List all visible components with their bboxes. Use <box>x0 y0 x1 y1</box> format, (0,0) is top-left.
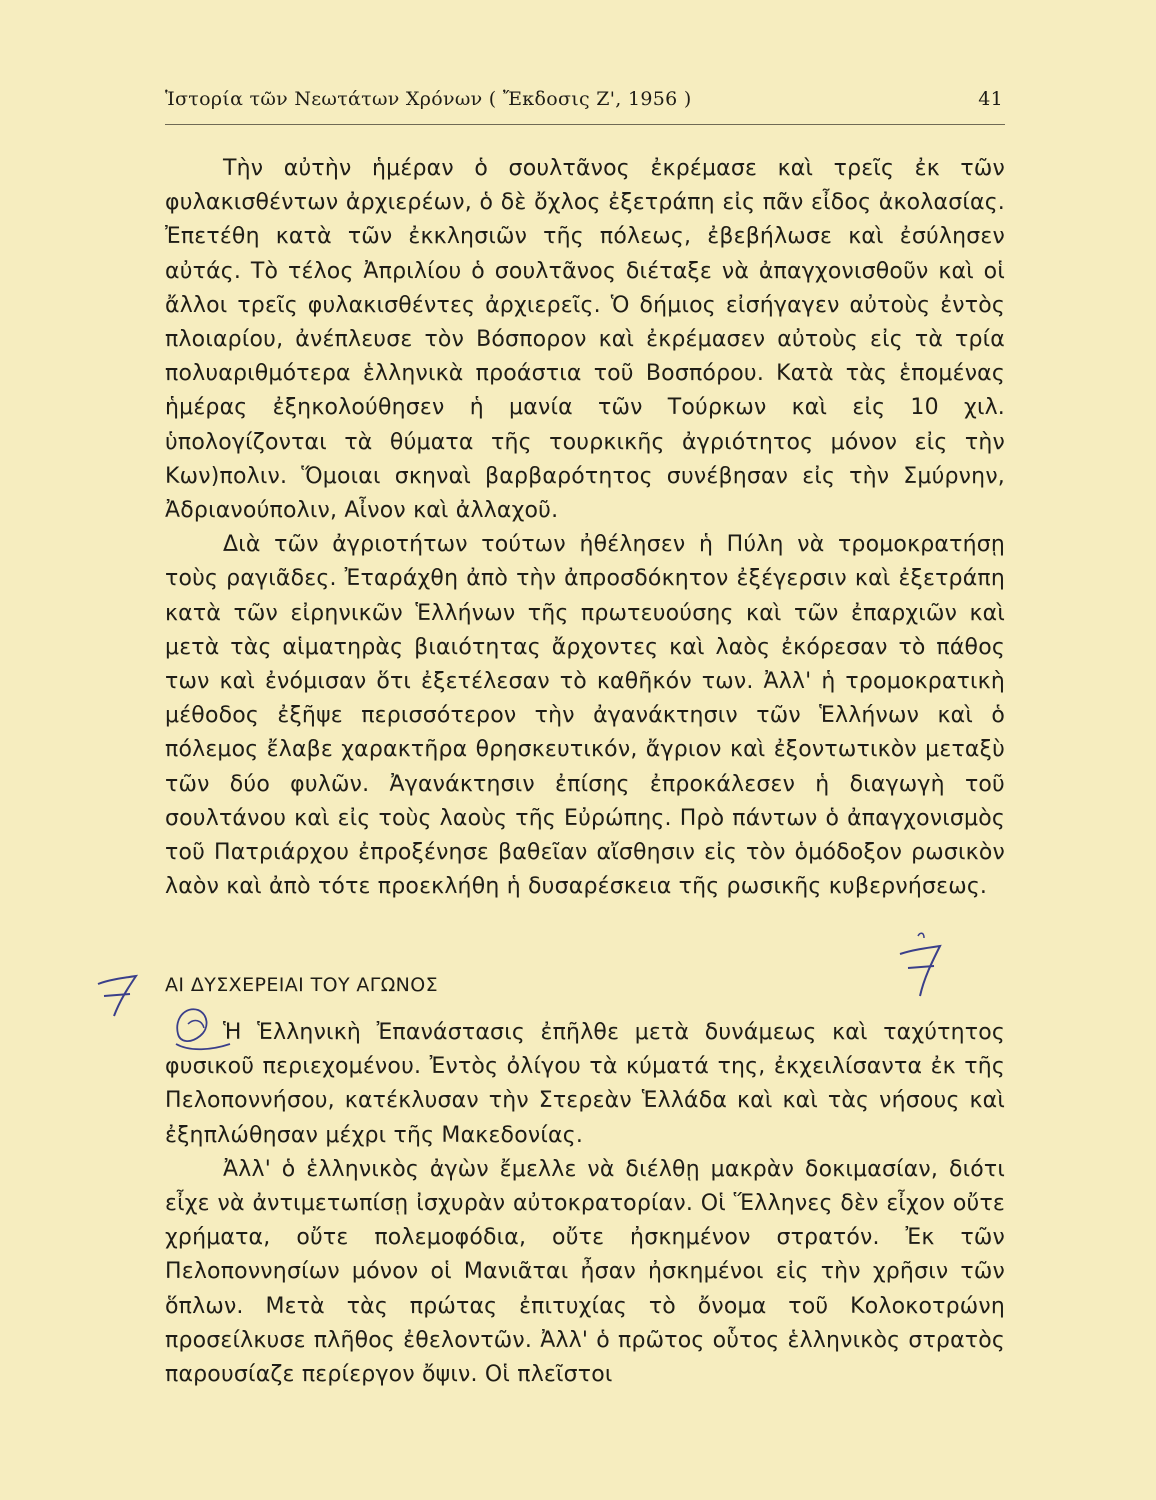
section-heading: ΑΙ ΔΥΣΧΕΡΕΙΑΙ ΤΟΥ ΑΓΩΝΟΣ <box>165 974 439 996</box>
paragraph: Ἡ Ἑλληνικὴ Ἐπανάστασις ἐπῆλθε μετὰ δυνάμεως καὶ ταχύτητος φυσικοῦ περιεχομένου. Ἐντὸς ὀλίγου τὰ κύματά της, ἐκχειλίσαντα ἐκ τῆς Πελοποννήσου, κατέκλυσαν τὴν Στερεὰν Ἑλλάδα καὶ καὶ τὰς νήσους καὶ ἐξηπλώθησαν μέχρι τῆς Μακεδονίας. <box>165 1020 1005 1148</box>
running-header <box>165 82 1005 116</box>
page-number: 41 <box>978 88 1003 110</box>
handwritten-seven-left-icon <box>92 970 144 1020</box>
main-text <box>165 152 1005 904</box>
paragraph: Διὰ τῶν ἀγριοτήτων τούτων ἠθέλησεν ἡ Πύλη νὰ τρομοκρατήσῃ τοὺς ραγιᾶδες. Ἐταράχθη ἀπὸ τὴν ἀπροσδόκητον ἐξέγερσιν καὶ ἐξετράπη κατὰ τῶν εἰρηνικῶν Ἑλλήνων τῆς πρωτευούσης καὶ τῶν ἐπαρχιῶν καὶ μετὰ τὰς αἱματηρὰς βιαιότητας ἄρχοντες καὶ λαὸς ἐκόρεσαν τὸ πάθος των καὶ ἐνόμισαν ὅτι ἐξετέλεσαν τὸ καθῆκόν των. Ἀλλ' ἡ τρομοκρατικὴ μέθοδος ἐξῆψε περισσότερον τὴν ἀγανάκτησιν τῶν Ἑλλήνων καὶ ὁ πόλεμος ἔλαβε χαρακτῆρα θρησκευτικόν, ἄγριον καὶ ἐξοντωτικὸν μεταξὺ τῶν δύο φυλῶν. Ἀγανάκτησιν ἐπίσης ἐπροκάλεσεν ἡ διαγωγὴ τοῦ σουλτάνου καὶ εἰς τοὺς λαοὺς τῆς Εὐρώπης. Πρὸ πάντων ὁ ἀπαγχονισμὸς τοῦ Πατριάρχου ἐπροξένησε βαθεῖαν αἴσθησιν εἰς τὸν ὁμόδοξον ρωσικὸν λαὸν καὶ ἀπὸ τότε προεκλήθη ἡ δυσαρέσκεια τῆς ρωσικῆς κυβερνήσεως. <box>165 532 1005 900</box>
section-text <box>165 1016 1005 1392</box>
handwritten-seven-right-icon <box>890 928 950 1000</box>
handwritten-circle-mark-icon <box>168 1000 238 1056</box>
paragraph: Ἀλλ' ὁ ἑλληνικὸς ἀγὼν ἔμελλε νὰ διέλθῃ μακρὰν δοκιμασίαν, διότι εἶχε νὰ ἀντιμετωπίσῃ ἰσχυρὰν αὐτοκρατορίαν. Οἱ Ἕλληνες δὲν εἶχον οὔτε χρήματα, οὔτε πολεμοφόδια, οὔτε ἠσκημένον στρατόν. Ἐκ τῶν Πελοποννησίων μόνον οἱ Μανιᾶται ἦσαν ἠσκημένοι εἰς τὴν χρῆσιν τῶν ὅπλων. Μετὰ τὰς πρώτας ἐπιτυχίας τὸ ὄνομα τοῦ Κολοκοτρώνη προσείλκυσε πλῆθος ἐθελοντῶν. Ἀλλ' ὁ πρῶτος οὗτος ἑλληνικὸς στρατὸς παρουσίαζε περίεργον ὄψιν. Οἱ πλεῖστοι <box>165 1156 1005 1388</box>
header-rule <box>165 124 1005 125</box>
book-title: Ἱστορία τῶν Νεωτάτων Χρόνων ( Ἔκδοσις Ζ', 1956 ) <box>165 88 692 110</box>
paragraph: Τὴν αὐτὴν ἡμέραν ὁ σουλτᾶνος ἐκρέμασε καὶ τρεῖς ἐκ τῶν φυλακισθέντων ἀρχιερέων, ὁ δὲ ὄχλος ἐξετράπη εἰς πᾶν εἶδος ἀκολασίας. Ἐπετέθη κατὰ τῶν ἐκκλησιῶν τῆς πόλεως, ἐβεβήλωσε καὶ ἐσύλησεν αὐτάς. Τὸ τέλος Ἀπριλίου ὁ σουλτᾶνος διέταξε νὰ ἀπαγχονισθοῦν καὶ οἱ ἄλλοι τρεῖς φυλακισθέντες ἀρχιερεῖς. Ὁ δήμιος εἰσήγαγεν αὐτοὺς ἐντὸς πλοιαρίου, ἀνέπλευσε τὸν Βόσπορον καὶ ἐκρέμασεν αὐτοὺς εἰς τὰ τρία πολυαριθμότερα ἑλληνικὰ προάστια τοῦ Βοσπόρου. Κατὰ τὰς ἑπομένας ἡμέρας ἐξηκολούθησεν ἡ μανία τῶν Τούρκων καὶ εἰς 10 χιλ. ὑπολογίζονται τὰ θύματα τῆς τουρκικῆς ἀγριότητος μόνον εἰς τὴν Κων)πολιν. Ὅμοιαι σκηναὶ βαρβαρότητος συνέβησαν εἰς τὴν Σμύρνην, Ἀδριανούπολιν, Αἶνον καὶ ἀλλαχοῦ. <box>165 156 1005 524</box>
